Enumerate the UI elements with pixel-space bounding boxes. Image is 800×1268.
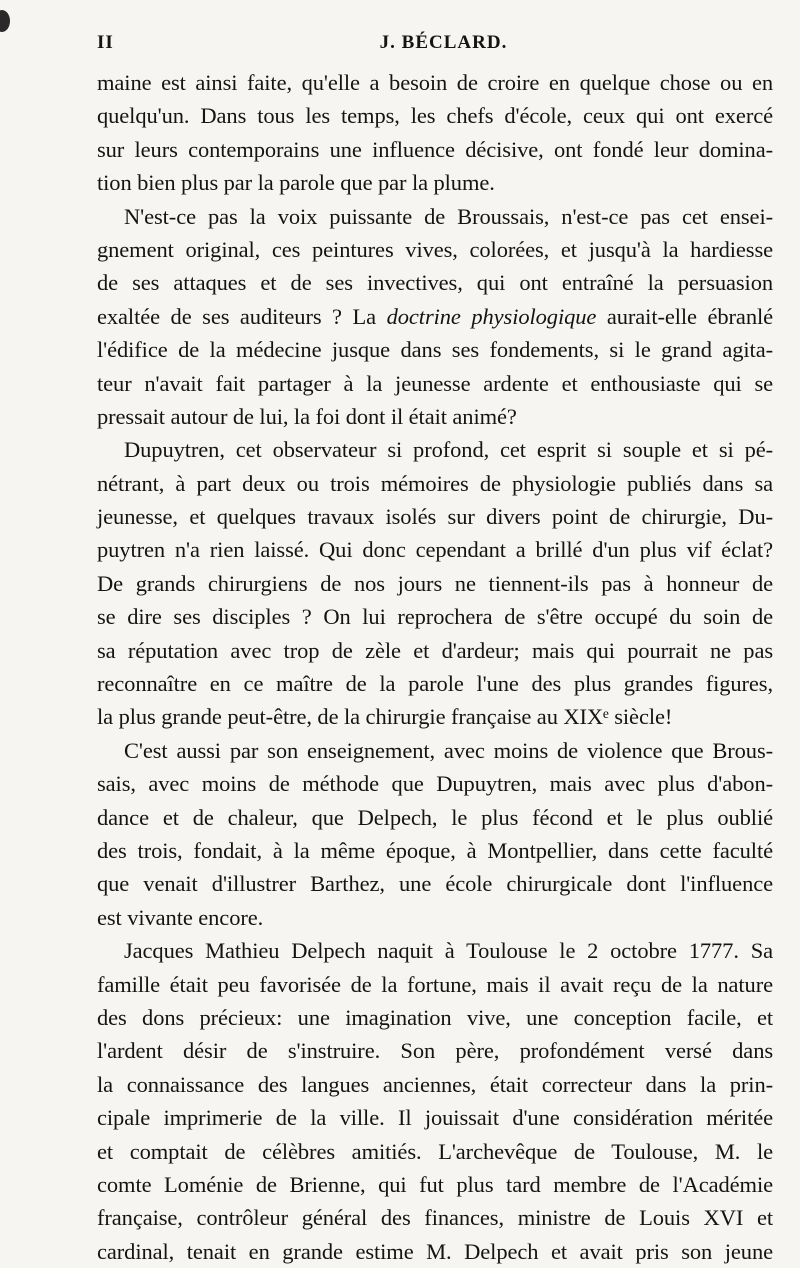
text-line: C'est aussi par son enseignement, avec moins de violence que Brous- <box>124 737 773 763</box>
punch-hole-mark <box>0 10 10 32</box>
text-line: cardinal, tenait en grande estime M. Delpech et avait pris son jeune <box>97 1238 773 1264</box>
text-line: la connaissance des langues anciennes, était correcteur dans la prin- <box>97 1071 773 1097</box>
text-line: l'édifice de la médecine jusque dans ses fondements, si le grand agita- <box>97 337 773 363</box>
text-line: gnement original, ces peintures vives, colorées, et jusqu'à la hardiesse <box>97 236 773 262</box>
text-line: cipale imprimerie de la ville. Il jouissait d'une considération méritée <box>97 1105 773 1131</box>
paragraph-4 <box>97 734 773 934</box>
italic-phrase: doctrine physiologique <box>386 303 597 329</box>
text-line: Dupuytren, cet observateur si profond, cet esprit si souple et si pé- <box>124 437 773 463</box>
paragraph-1 <box>97 66 773 200</box>
text-line: sais, avec moins de méthode que Dupuytren, mais avec plus d'abon- <box>97 771 773 797</box>
text-line: la plus grande peut-être, de la chirurgie française au XIXᵉ siècle! <box>97 704 673 730</box>
body-text <box>97 66 773 1268</box>
text-line: se dire ses disciples ? On lui reprochera de s'être occupé du soin de <box>97 604 773 630</box>
page-header <box>97 32 770 60</box>
text-line: que venait d'illustrer Barthez, une école chirurgicale dont l'influence <box>97 871 773 897</box>
text-line: pressait autour de lui, la foi dont il était animé? <box>97 403 517 429</box>
text-line: famille était peu favorisée de la fortune, mais il avait reçu de la nature <box>97 971 773 997</box>
paragraph-2 <box>97 200 773 434</box>
text-line: teur n'avait fait partager à la jeunesse ardente et enthousiaste qui se <box>97 370 773 396</box>
text-line: française, contrôleur général des finances, ministre de Louis XVI et <box>97 1205 773 1231</box>
text-line: est vivante encore. <box>97 904 264 930</box>
text-line: exaltée de ses auditeurs ? La doctrine physiologique aurait-elle ébranlé <box>97 303 774 329</box>
text-line: jeunesse, et quelques travaux isolés sur divers point de chirurgie, Du- <box>97 504 773 530</box>
text-line: maine est ainsi faite, qu'elle a besoin de croire en quelque chose ou en <box>97 70 773 95</box>
text-line: Jacques Mathieu Delpech naquit à Toulouse le 2 octobre 1777. Sa <box>124 938 773 964</box>
paragraph-3 <box>97 433 773 734</box>
text-line: reconnaître en ce maître de la parole l'une des plus grandes figures, <box>97 671 773 697</box>
text-line: des dons précieux: une imagination vive, une conception facile, et <box>97 1004 773 1030</box>
text-line: dance et de chaleur, que Delpech, le plus fécond et le plus oublié <box>97 804 773 830</box>
text-line: puytren n'a rien laissé. Qui donc cependant a brillé d'un plus vif éclat? <box>97 537 773 563</box>
text-line: sa réputation avec trop de zèle et d'ardeur; mais qui pourrait ne pas <box>97 637 773 663</box>
text-line: nétrant, à part deux ou trois mémoires de physiologie publiés dans sa <box>97 470 773 496</box>
text-line: et comptait de célèbres amitiés. L'archevêque de Toulouse, M. le <box>97 1138 773 1164</box>
text-line: quelqu'un. Dans tous les temps, les chefs d'école, ceux qui ont exercé <box>97 103 773 129</box>
paragraph-5 <box>97 934 773 1268</box>
page-number: II <box>97 32 114 53</box>
text-line: sur leurs contemporains une influence décisive, ont fondé leur domina- <box>97 136 773 162</box>
text-line: comte Loménie de Brienne, qui fut plus tard membre de l'Académie <box>97 1171 773 1197</box>
text-line: de ses attaques et de ses invectives, qui ont entraîné la persuasion <box>97 270 773 296</box>
running-head: J. BÉCLARD. <box>379 32 508 53</box>
text-line: De grands chirurgiens de nos jours ne tiennent-ils pas à honneur de <box>97 570 773 596</box>
text-line: l'ardent désir de s'instruire. Son père, profondément versé dans <box>97 1038 773 1064</box>
text-line: N'est-ce pas la voix puissante de Broussais, n'est-ce pas cet ensei- <box>124 203 773 229</box>
text-line: tion bien plus par la parole que par la plume. <box>97 170 495 196</box>
text-line: des trois, fondait, à la même époque, à Montpellier, dans cette faculté <box>97 837 773 863</box>
